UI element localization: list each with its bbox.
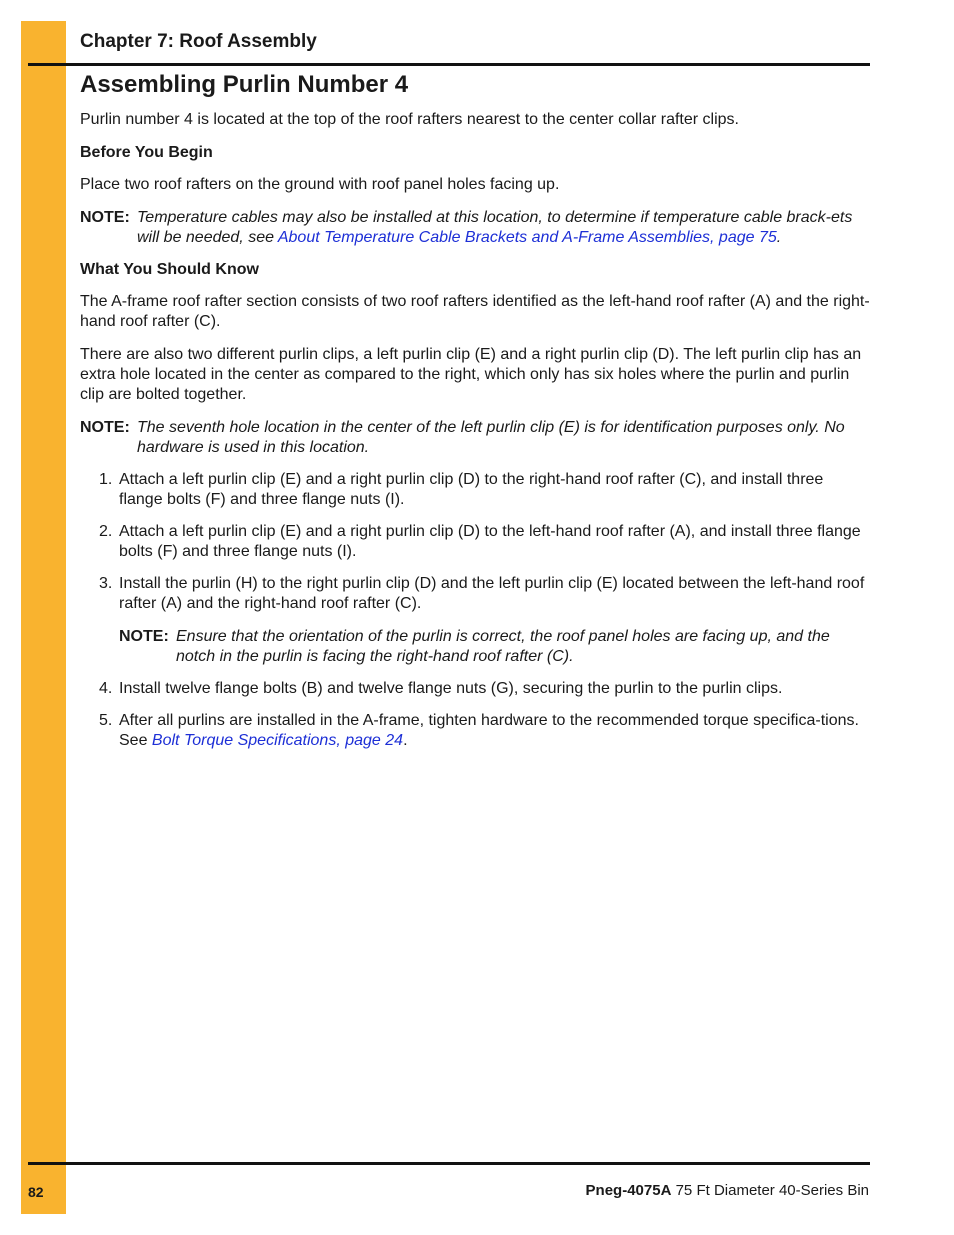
temperature-cable-note <box>80 208 870 248</box>
step-end: . <box>403 732 408 749</box>
step-number: 4. <box>99 680 113 697</box>
chapter-header: Chapter 7: Roof Assembly <box>80 31 317 52</box>
header-rule <box>28 63 870 66</box>
temperature-cable-link[interactable]: About Temperature Cable Brackets and A-Frame Assemblies, page 75 <box>277 229 777 246</box>
what-you-should-know-heading: What You Should Know <box>80 261 259 278</box>
step-item <box>80 470 870 510</box>
step-item <box>80 711 870 751</box>
step-text: Attach a left purlin clip (E) and a right purlin clip (D) to the right-hand roof rafter (C), and install three flange bolts (F) and three flange nuts (I). <box>119 471 824 508</box>
assembly-steps <box>80 470 870 751</box>
note-label: NOTE: <box>119 628 169 645</box>
footer-rule <box>28 1162 870 1165</box>
step-item <box>80 679 870 699</box>
before-you-begin-text: Place two roof rafters on the ground with roof panel holes facing up. <box>80 176 560 193</box>
purlin-clips-paragraph: There are also two different purlin clips, a left purlin clip (E) and a right purlin clip (D). The left purlin clip has an extra hole located in the center as compared to the right, which only has six holes where the purlin and purlin clip are bolted together. <box>80 346 862 403</box>
seventh-hole-note <box>80 418 870 458</box>
note-end: . <box>776 229 782 246</box>
intro-paragraph: Purlin number 4 is located at the top of the roof rafters nearest to the center collar rafter clips. <box>80 111 739 128</box>
step-text <box>119 711 870 751</box>
step-number: 2. <box>99 523 113 540</box>
purlin-orientation-note <box>119 627 870 667</box>
step-body: After all purlins are installed in the A-frame, tighten hardware to the recommended torque specifica-tions. See <box>119 712 859 749</box>
note-body: Temperature cables may also be installed at this location, to determine if temperature cable brack-ets will be needed, see <box>137 209 853 246</box>
step-number: 5. <box>99 712 113 729</box>
note-text: The seventh hole location in the center of the left purlin clip (E) is for identification purposes only. No hardware is used in this location. <box>137 419 845 456</box>
page-number: 82 <box>28 1184 44 1200</box>
document-title <box>586 1182 869 1199</box>
note-label: NOTE: <box>80 209 130 226</box>
step-text: Install twelve flange bolts (B) and twelve flange nuts (G), securing the purlin to the purlin clips. <box>119 680 783 697</box>
step-item <box>80 522 870 562</box>
step-text: Attach a left purlin clip (E) and a right purlin clip (D) to the left-hand roof rafter (A), and install three flange bolts (F) and three flange nuts (I). <box>119 523 861 560</box>
step-number: 1. <box>99 471 113 488</box>
main-content <box>80 110 870 763</box>
document-code: Pneg-4075A <box>585 1182 672 1199</box>
before-you-begin-heading: Before You Begin <box>80 144 213 161</box>
document-name: 75 Ft Diameter 40-Series Bin <box>671 1182 869 1199</box>
step-text: Install the purlin (H) to the right purlin clip (D) and the left purlin clip (E) located between the left-hand roof rafter (A) and the right-hand roof rafter (C). <box>119 575 865 612</box>
note-label: NOTE: <box>80 419 130 436</box>
page-title: Assembling Purlin Number 4 <box>80 71 409 98</box>
step-number: 3. <box>99 575 113 592</box>
chapter-color-bar <box>21 21 66 1214</box>
bolt-torque-link[interactable]: Bolt Torque Specifications, page 24 <box>151 732 404 749</box>
note-text <box>137 208 870 248</box>
step-item <box>80 574 870 667</box>
note-text: Ensure that the orientation of the purlin is correct, the roof panel holes are facing up, and the notch in the purlin is facing the right-hand roof rafter (C). <box>176 628 830 665</box>
rafter-section-paragraph: The A-frame roof rafter section consists of two roof rafters identified as the left-hand roof rafter (A) and the right-hand roof rafter (C). <box>80 293 870 330</box>
